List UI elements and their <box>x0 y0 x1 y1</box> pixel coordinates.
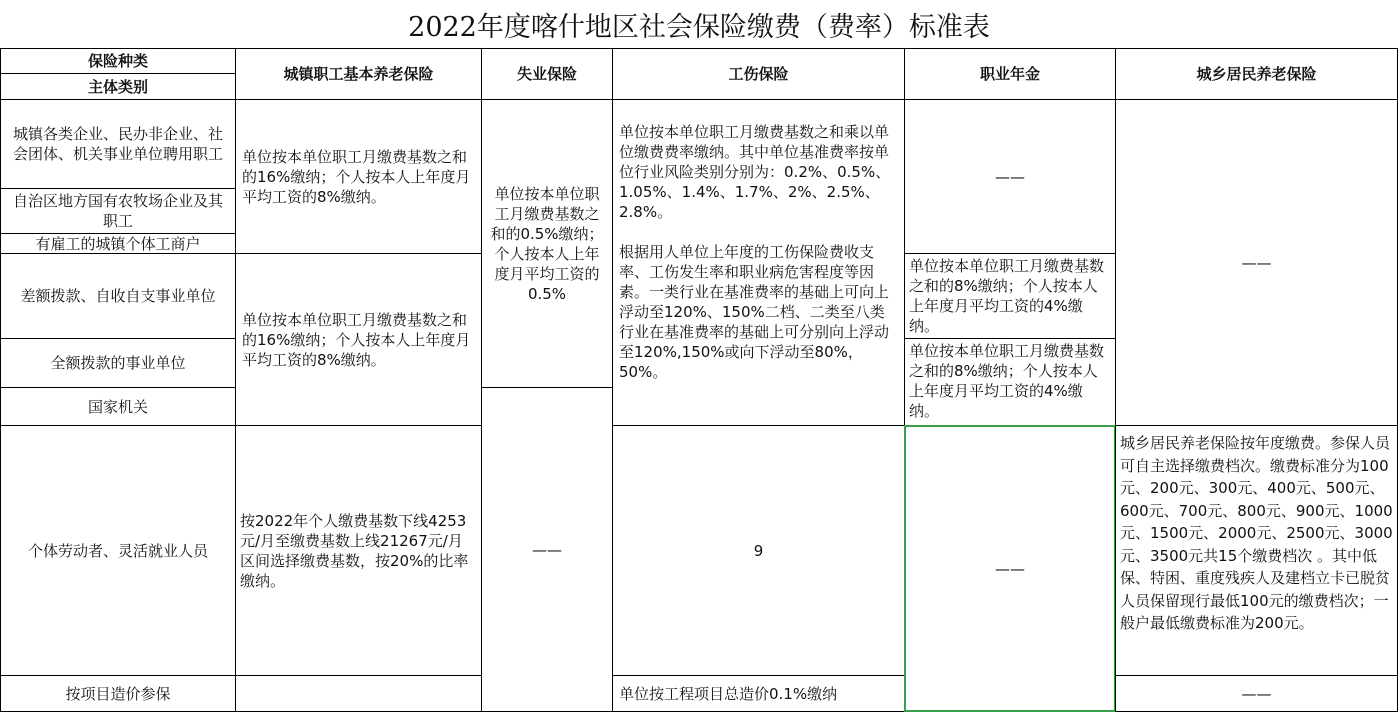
pension-project-empty <box>235 675 482 712</box>
injury-project-rule: 单位按工程项目总造价0.1%缴纳 <box>612 675 905 712</box>
unemployment-rule: 单位按本单位职工月缴费基数之和的0.5%缴纳；个人按本人上年度月平均工资的0.5% <box>481 99 613 388</box>
page-title: 2022年度喀什地区社会保险缴费（费率）标准表 <box>0 0 1398 49</box>
row-label-project-based: 按项目造价参保 <box>0 675 236 712</box>
row-label-urban-enterprises: 城镇各类企业、民办非企业、社会团体、机关事业单位聘用职工 <box>0 99 236 189</box>
header-resident-pension: 城乡居民养老保险 <box>1115 48 1398 100</box>
header-urban-pension: 城镇职工基本养老保险 <box>235 48 482 100</box>
header-work-injury: 工伤保险 <box>612 48 905 100</box>
injury-rule <box>612 99 905 426</box>
injury-rule-base-rates: 单位按本单位职工月缴费基数之和乘以单位缴费费率缴纳。其中单位基准费率按单位行业风险类别分别为：0.2%、0.5%、1.05%、1.4%、1.7%、2%、2.5%、2.8%。 <box>619 123 891 221</box>
header-occupational-annuity: 职业年金 <box>904 48 1116 100</box>
header-category <box>0 48 236 100</box>
row-label-self-employed-with-staff: 有雇工的城镇个体工商户 <box>0 233 236 254</box>
pension-rule-group-a: 单位按本单位职工月缴费基数之和的16%缴纳；个人按本人上年度月平均工资的8%缴纳。 <box>235 99 482 254</box>
unemployment-flexible: —— <box>481 387 613 712</box>
resident-flexible-rule: 城乡居民养老保险按年度缴费。参保人员可自主选择缴费档次。缴费标准分为100元、200元、300元、400元、500元、600元、700元、800元、900元、1000元、1500元、2000元、2500元、3000元、3500元共15个缴费档次 。其中低保、特困、重度残疾人及建档立卡已脱贫人员保留现行最低100元的缴费档次；一般户最低缴费标准为200元。 <box>1115 425 1398 676</box>
header-subject-type: 主体类别 <box>87 77 148 96</box>
annuity-flexible-selected[interactable]: —— <box>904 425 1116 712</box>
row-label-fully-funded-institutions: 全额拨款的事业单位 <box>0 338 236 388</box>
row-label-flexible-workers: 个体劳动者、灵活就业人员 <box>0 425 236 676</box>
annuity-group-a: —— <box>904 99 1116 254</box>
resident-top: —— <box>1115 99 1398 426</box>
row-label-state-organs: 国家机关 <box>0 387 236 426</box>
row-label-partial-funded-institutions: 差额拨款、自收自支事业单位 <box>0 253 236 339</box>
pension-rule-flexible: 按2022年个人缴费基数下线4253元/月至缴费基数上线21267元/月区间选择缴费基数，按20%的比率缴纳。 <box>235 425 482 676</box>
resident-project: —— <box>1115 675 1398 712</box>
annuity-rule-partial-funded: 单位按本单位职工月缴费基数之和的8%缴纳；个人按本人上年度月平均工资的4%缴纳。 <box>904 253 1116 339</box>
injury-flexible: 9 <box>612 425 905 676</box>
annuity-rule-full-funded: 单位按本单位职工月缴费基数之和的8%缴纳；个人按本人上年度月平均工资的4%缴纳。 <box>904 338 1116 426</box>
pension-rule-group-b: 单位按本单位职工月缴费基数之和的16%缴纳；个人按本人上年度月平均工资的8%缴纳。 <box>235 253 482 426</box>
injury-rule-floating-rates: 根据用人单位上年度的工伤保险费收支率、工伤发生率和职业病危害程度等因素。一类行业在基准费率的基础上可向上浮动至120%、150%二档、二类至八类行业在基准费率的基础上可分别向上浮动至120%,150%或向下浮动至80%，50%。 <box>619 243 890 381</box>
header-unemployment: 失业保险 <box>481 48 613 100</box>
header-insurance-type: 保险种类 <box>1 49 235 74</box>
row-label-state-farms: 自治区地方国有农牧场企业及其职工 <box>0 188 236 234</box>
